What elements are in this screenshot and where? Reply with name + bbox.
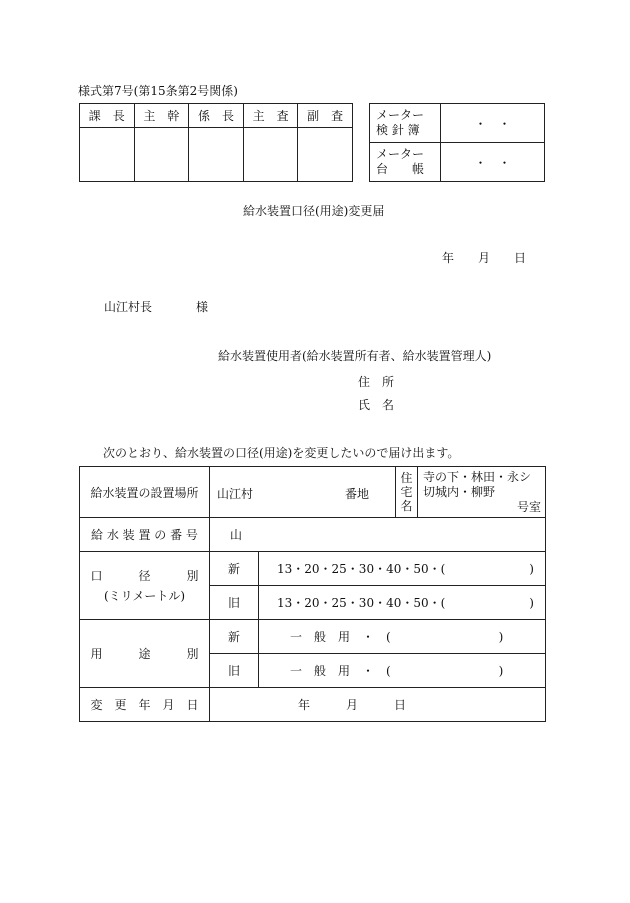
main-table [79,466,546,722]
meter-ledger-label: メーター 台 帳 [370,143,441,182]
change-date-value[interactable]: 年 月 日 [210,688,546,722]
address-label: 住 所 [358,375,395,389]
applicant-role: 給水装置使用者(給水装置所有者、給水装置管理人) [218,349,492,363]
location-village: 山江村 [217,487,254,501]
diameter-old-options[interactable]: 13・20・25・30・40・50・( ) [259,586,546,620]
addressee-honorific: 様 [196,300,209,314]
usage-label: 用 途 別 [80,620,210,688]
approval-table [79,103,353,182]
diameter-new-options[interactable]: 13・20・25・30・40・50・( ) [259,552,546,586]
approval-header-kakaricho: 係 長 [189,104,244,128]
device-number-label: 給 水 装 置 の 番 号 [80,518,210,552]
meter-table [369,103,545,182]
device-number-value[interactable]: 山 [210,518,546,552]
location-value[interactable] [210,467,396,518]
diameter-label: 口 径 別 (ミリメートル) [80,552,210,620]
stamp-box[interactable] [134,128,189,182]
diameter-old-label: 旧 [210,586,259,620]
location-banchi: 番地 [345,487,370,501]
location-label: 給水装置の設置場所 [80,467,210,518]
stamp-box[interactable] [189,128,244,182]
name-label: 氏 名 [358,398,395,412]
diameter-new-label: 新 [210,552,259,586]
addressee-name: 山江村長 [104,300,153,314]
stamp-box[interactable] [298,128,353,182]
meter-reading-book-label: メーター 検 針 簿 [370,104,441,143]
housing-value[interactable]: 寺の下・林田・永シ 切城内・柳野 号室 [418,467,546,518]
approval-header-kacho: 課 長 [80,104,135,128]
housing-label: 住 宅 名 [396,467,418,518]
stamp-box[interactable] [80,128,135,182]
meter-reading-book-date[interactable]: ・ ・ [441,104,545,143]
submission-date[interactable]: 年 月 日 [442,251,527,265]
meter-ledger-date[interactable]: ・ ・ [441,143,545,182]
change-date-label: 変 更 年 月 日 [80,688,210,722]
document-title: 給水装置口径(用途)変更届 [243,204,385,218]
approval-header-shukan: 主 幹 [134,104,189,128]
usage-old-label: 旧 [210,654,259,688]
intro-text: 次のとおり、給水装置の口径(用途)を変更したいので届け出ます。 [103,446,460,460]
usage-new-options[interactable]: 一 般 用 ・ ( ) [259,620,546,654]
usage-old-options[interactable]: 一 般 用 ・ ( ) [259,654,546,688]
approval-header-shusa: 主 査 [243,104,298,128]
stamp-box[interactable] [243,128,298,182]
form-label: 様式第7号(第15条第2号関係) [78,84,238,98]
usage-new-label: 新 [210,620,259,654]
approval-header-fukusa: 副 査 [298,104,353,128]
